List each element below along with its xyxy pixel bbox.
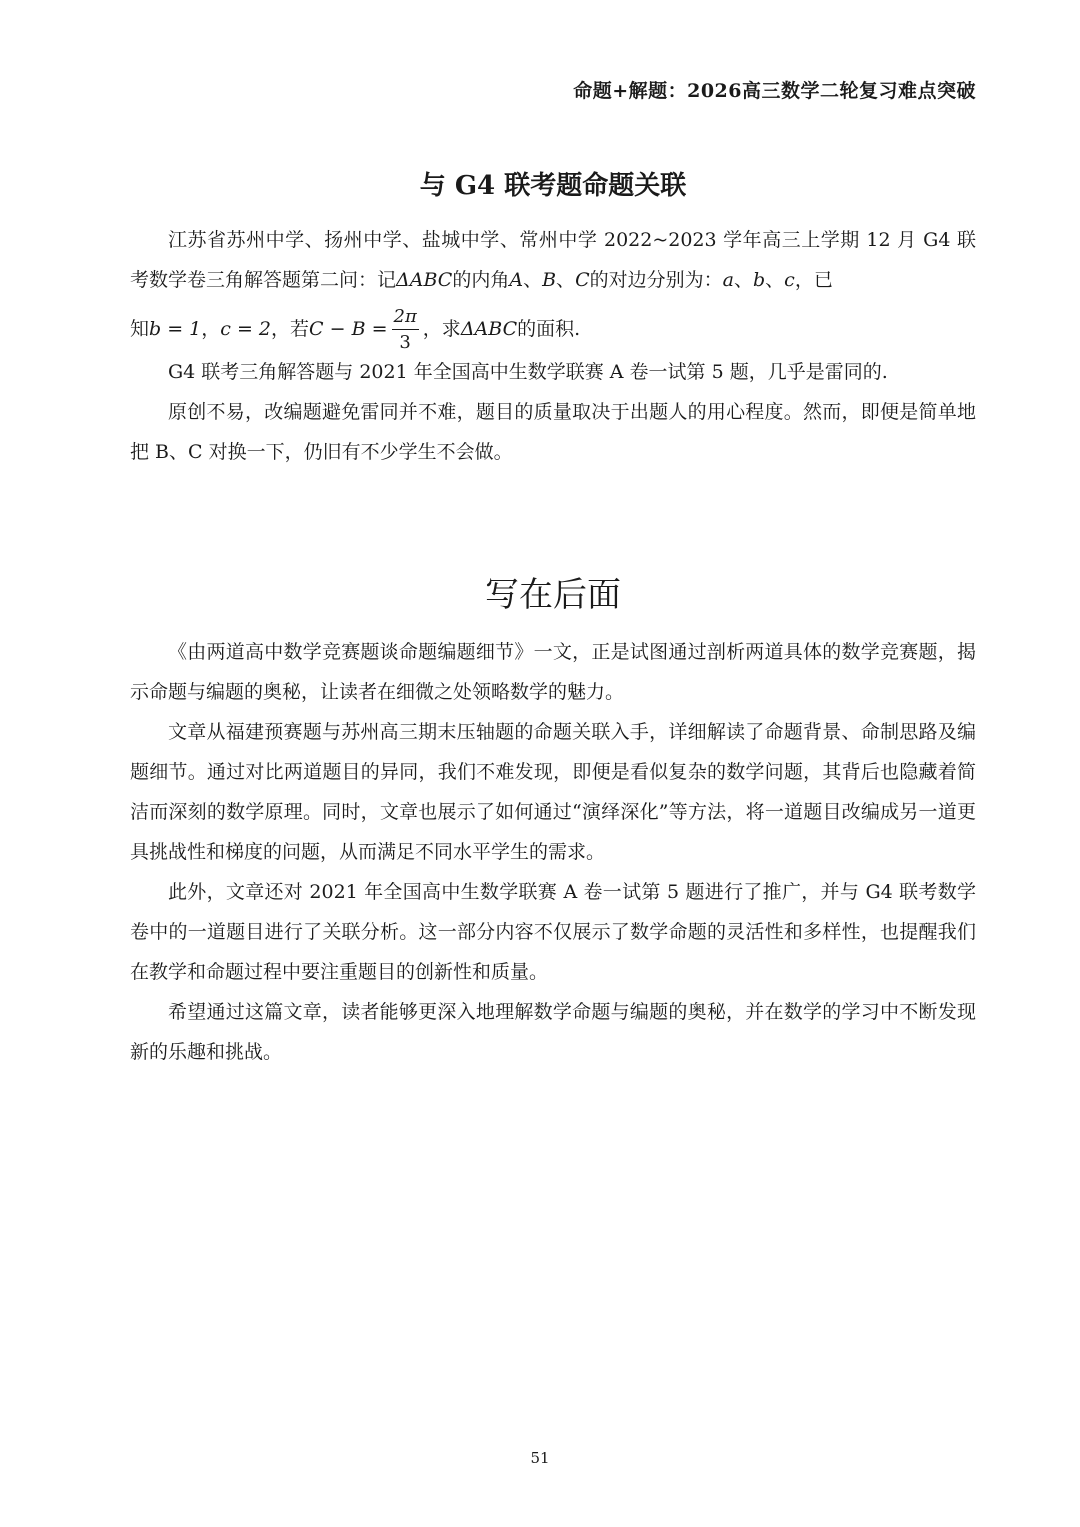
section-title: 写在后面 <box>485 575 621 615</box>
condition-b: b = 1 <box>149 318 202 340</box>
separator: 、 <box>733 269 753 291</box>
body-paragraph: 此外，文章还对 2021 年全国高中生数学联赛 A 卷一试第 5 题进行了推广，并与 G4 联考数学卷中的一道题目进行了关联分析。这一部分内容不仅展示了数学命题的灵活性和多样性，也提醒我们在教学和命题过程中要注重题目的创新性和质量。 <box>130 881 976 983</box>
side-a: a <box>722 269 734 291</box>
separator: 、 <box>765 269 785 291</box>
body-paragraph: 希望通过这篇文章，读者能够更深入地理解数学命题与编题的奥秘，并在数学的学习中不断发现新的乐趣和挑战。 <box>130 1001 976 1063</box>
problem-text: 的内角 <box>452 269 510 291</box>
body-paragraph: 原创不易，改编题避免雷同并不难，题目的质量取决于出题人的用心程度。然而，即便是简单地把 B、C 对换一下，仍旧有不少学生不会做。 <box>130 401 976 463</box>
problem-text: 知 <box>130 318 150 340</box>
problem-condition-line <box>130 308 976 352</box>
triangle-symbol: ΔABC <box>396 269 453 291</box>
running-header: 命题+解题：2026高三数学二轮复习难点突破 <box>573 80 976 102</box>
separator: ， <box>201 318 221 340</box>
angle-c: C <box>575 269 590 291</box>
problem-text: 的面积. <box>517 318 581 340</box>
problem-text: ，已 <box>794 269 833 291</box>
problem-text: 的对边分别为： <box>589 269 723 291</box>
section-afterword <box>130 570 976 1072</box>
separator: 、 <box>523 269 543 291</box>
separator: 、 <box>556 269 576 291</box>
fraction-denominator: 3 <box>399 332 411 353</box>
fraction-numerator: 2π <box>392 308 419 330</box>
side-c: c <box>784 269 795 291</box>
problem-text: ，若 <box>271 318 310 340</box>
problem-intro: 江苏省苏州中学、扬州中学、盐城中学、常州中学 2022~2023 学年高三上学期 12 月 G4 联考数学卷三角解答题第二问：记 <box>130 229 976 291</box>
fraction-two-pi-over-three <box>392 308 419 352</box>
triangle-symbol: ΔABC <box>460 318 518 340</box>
problem-paragraph <box>130 220 976 352</box>
body-paragraph: G4 联考三角解答题与 2021 年全国高中生数学联赛 A 卷一试第 5 题，几乎是雷同的. <box>168 361 888 383</box>
body-paragraph: 文章从福建预赛题与苏州高三期末压轴题的命题关联入手，详细解读了命题背景、命制思路及编题细节。通过对比两道题目的异同，我们不难发现，即便是看似复杂的数学问题，其背后也隐藏着简洁而深刻的数学原理。同时，文章也展示了如何通过“演绎深化”等方法，将一道题目改编成另一道更具挑战性和梯度的问题，从而满足不同水平学生的需求。 <box>130 721 976 863</box>
condition-angle-diff: C − B = <box>309 318 388 340</box>
angle-b: B <box>542 269 557 291</box>
section-subtitle: 与 G4 联考题命题关联 <box>419 171 687 201</box>
section-g4-relation <box>130 166 976 472</box>
body-paragraph: 《由两道高中数学竞赛题谈命题编题细节》一文，正是试图通过剖析两道具体的数学竞赛题，揭示命题与编题的奥秘，让读者在细微之处领略数学的魅力。 <box>130 641 976 703</box>
side-b: b <box>752 269 766 291</box>
condition-c: c = 2 <box>220 318 272 340</box>
page-number: 51 <box>530 1449 550 1467</box>
problem-text: ，求 <box>422 318 461 340</box>
angle-a: A <box>509 269 524 291</box>
